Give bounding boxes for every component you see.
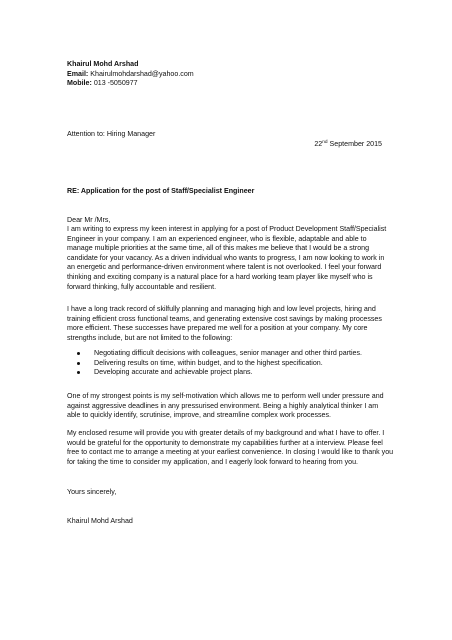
subject-text: RE: Application for the post of Staff/Specialist Engineer [67,187,255,195]
paragraph-3 [67,392,397,421]
mobile-label: Mobile: [67,79,92,88]
paragraph-4 [67,429,397,467]
bullet-icon [77,362,80,365]
attention-text: Attention to: Hiring Manager [67,130,156,138]
letter-date [314,140,382,150]
paragraph-line: able to quickly identify, scrutinise, improve, and streamline complex work processes. [67,411,332,420]
paragraph-line: thinking and exciting company is a natural place for a hard working team player like myself who is [67,272,373,281]
paragraph-line: strengths include, but are not limited to the following: [67,333,233,342]
paragraph-line: manage multiple priorities at the same time, all of this makes me believe that I would be a strong [67,244,370,253]
paragraph-2 [67,305,397,343]
paragraph-line: Engineer in your company. I am an experienced engineer, who is flexible, adaptable and able to [67,234,367,243]
paragraph-line: One of my strongest points is my self-motivation which allows me to perform well under pressure and [67,392,384,400]
paragraph-line: I am writing to express my keen interest in applying for a post of Product Development Staff/Specialist [67,225,387,233]
paragraph-line: more efficient. These successes have prepared me well for a position at your company. My core [67,324,368,333]
email-label: Email: [67,69,89,78]
closing-text: Yours sincerely, [67,488,117,496]
date-day: 22 [314,140,323,148]
list-item-text: Negotiating difficult decisions with colleagues, senior manager and other third parties. [94,349,363,357]
paragraph-line: would be grateful for the opportunity to demonstrate my capabilities further at a interview. Please feel [67,438,383,447]
closing [67,488,397,498]
list-item [67,349,397,359]
sender-email-line [67,70,397,80]
paragraph-line: an energetic and performance-driven environment where talent is not overlooked. I feel your forward [67,263,382,272]
list-item-text: Developing accurate and achievable project plans. [94,368,253,377]
paragraph-line: I have a long track record of skilfully planning and managing high and low level projects, hiring and [67,305,376,313]
strengths-list [67,349,397,378]
bullet-icon [77,371,80,374]
paragraph-line: My enclosed resume will provide you with greater details of my background and what I have to offer. I [67,429,385,437]
list-item [67,359,397,369]
salutation-text: Dear Mr /Mrs, [67,216,111,224]
mobile-value: 013 -5050977 [93,79,138,88]
date-suffix: nd [322,140,328,146]
list-item [67,368,397,378]
signature [67,517,397,527]
paragraph-line: for taking the time to consider my application, and I eagerly look forward to hearing from you. [67,457,358,466]
attention-line [67,130,397,140]
paragraph-line: free to contact me to arrange a meeting at your earliest convenience. In closing I would like to thank you [67,448,394,457]
sender-name: Khairul Mohd Arshad [67,60,139,68]
subject-line [67,187,397,197]
list-item-text: Delivering results on time, within budget, and to the highest specification. [94,358,323,367]
paragraph-line: candidate for your vacancy. As a driven individual who wants to progress, I am now looking to work in [67,253,385,262]
bullet-icon [77,352,80,355]
signature-name: Khairul Mohd Arshad [67,517,133,525]
paragraph-line: against aggressive deadlines in any pressurised environment. Being a highly analytical thinker I am [67,401,379,410]
paragraph-line: forward thinking, fully accountable and resilient. [67,282,217,291]
email-value: Khairulmohdarshad@yahoo.com [90,69,194,78]
paragraph-line: training efficient cross functional teams, and generating extensive cost savings by making processes [67,314,382,323]
sender-block [67,60,397,89]
paragraph-1 [67,225,397,292]
sender-mobile-line [67,79,397,89]
date-rest: September 2015 [329,140,382,148]
